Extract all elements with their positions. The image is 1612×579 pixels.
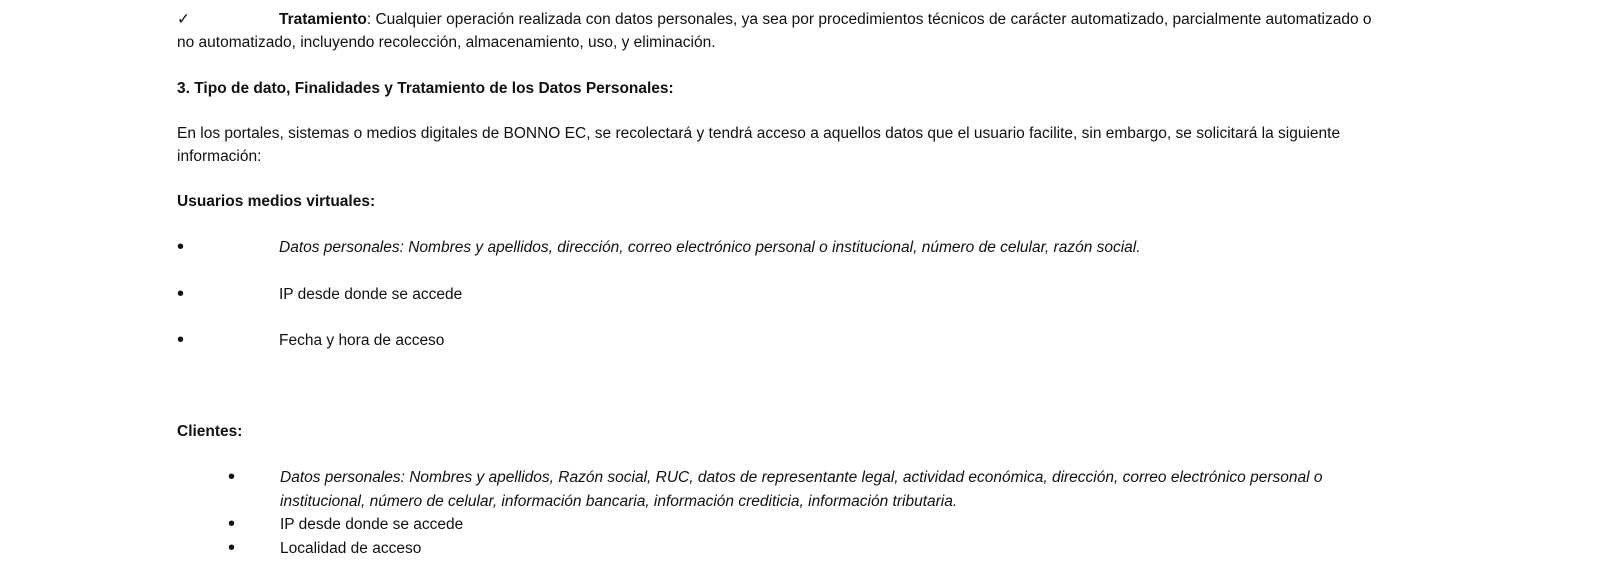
bullet-icon: • [177, 283, 185, 305]
definition-line-1 [279, 8, 1519, 31]
checkmark-icon: ✓ [177, 11, 190, 28]
list-item: Fecha y hora de acceso [279, 332, 445, 349]
clientes-heading: Clientes: [177, 423, 243, 440]
definition-line-2: no automatizado, incluyendo recolección, almacenamiento, uso, y eliminación. [177, 34, 716, 51]
list-item: Datos personales: Nombres y apellidos, dirección, correo electrónico personal o institucional, número de celular, razón social. [279, 239, 1141, 256]
definition-text: : Cualquier operación realizada con datos personales, ya sea por procedimientos técnicos de carácter automatizado, parcialmente automatizado o [366, 11, 1372, 28]
section-heading: 3. Tipo de dato, Finalidades y Tratamiento de los Datos Personales: [177, 80, 674, 97]
list-item: IP desde donde se accede [279, 286, 463, 303]
list-item-line-1: Datos personales: Nombres y apellidos, Razón social, RUC, datos de representante legal, actividad económica, dirección, correo electrónico personal o [280, 469, 1323, 486]
bullet-icon: • [228, 513, 236, 535]
usuarios-heading: Usuarios medios virtuales: [177, 193, 376, 210]
bullet-icon: • [177, 329, 185, 351]
list-item: IP desde donde se accede [280, 516, 464, 533]
bullet-icon: • [228, 466, 236, 488]
definition-term: Tratamiento [279, 11, 367, 28]
list-item-line-2: institucional, número de celular, información bancaria, información crediticia, información tributaria. [280, 493, 958, 510]
list-item: Localidad de acceso [280, 540, 422, 557]
bullet-icon: • [228, 537, 236, 559]
paragraph-line-1: En los portales, sistemas o medios digitales de BONNO EC, se recolectará y tendrá acceso a aquellos datos que el usuario facilite, sin embargo, se solicitará la siguiente [177, 125, 1341, 142]
paragraph-line-2: información: [177, 148, 262, 165]
bullet-icon: • [177, 236, 185, 258]
